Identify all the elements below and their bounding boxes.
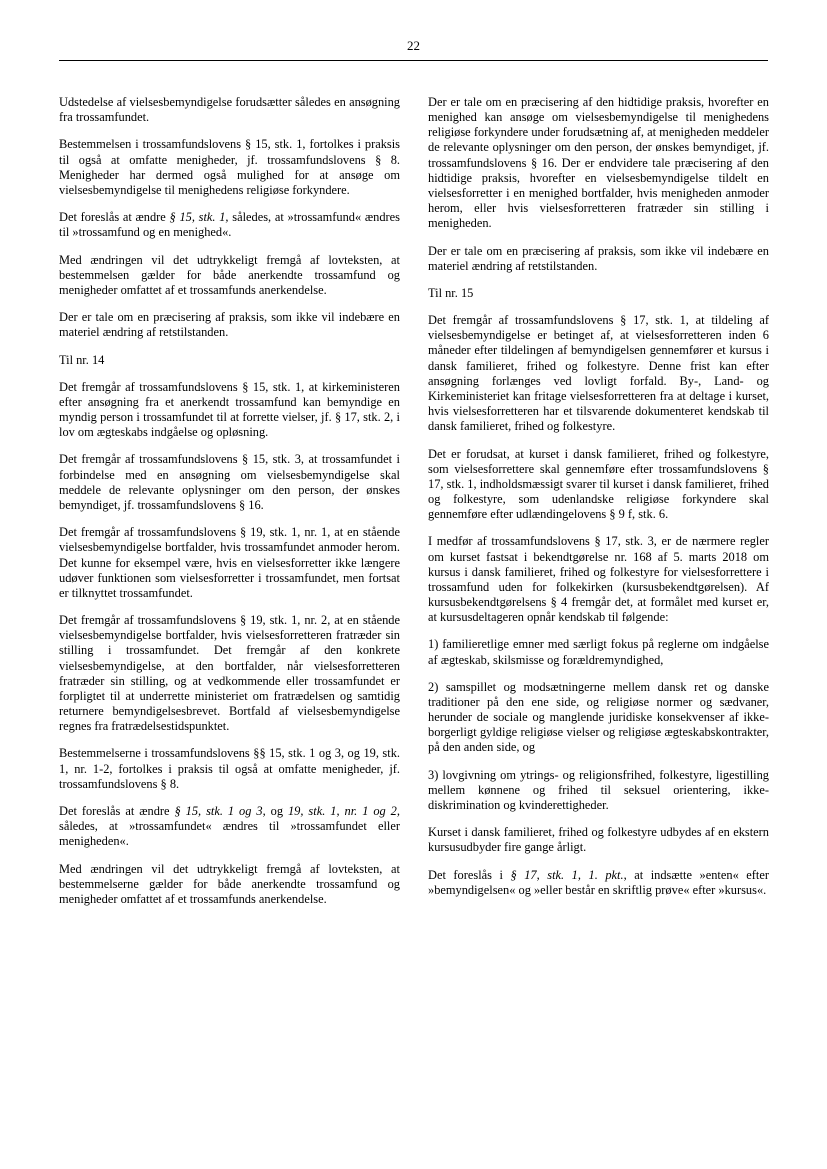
- legal-reference: § 15, stk. 1 og 3,: [174, 803, 266, 818]
- paragraph: [428, 868, 769, 898]
- paragraph: [59, 210, 400, 240]
- text: således, at »trossamfund« ændres til »trossamfund og en menighed«.: [59, 210, 400, 240]
- text: , at indsætte »enten« efter »bemyndigelsen« og »eller består en skriftlig prøve« efter »kursus«.: [428, 867, 770, 897]
- paragraph: Det fremgår af trossamfundslovens § 17, stk. 1, at tildeling af vielsesbemyndigelse er betinget af, at vielsesforretteren inden 6 måneder efter tildelingen af bemyndigelsen gennemfører et kursus i dansk familieret, frihed og folkestyre. Denne frist kan efter ansøgning forlænges ved lovligt forfald. By-, Land- og Kirkeministeriet kan fritage vielsesforretteren fra at deltage i kurset, hvis vielsesforretteren har et tilsvarende dokumenteret kendskab til dansk familieret, frihed og folkestyre.: [428, 313, 769, 434]
- list-item: 1) familieretlige emner med særligt fokus på reglerne om indgåelse af ægteskab, skilsmisse og forældremyndighed,: [428, 637, 769, 667]
- page-number: 22: [407, 38, 420, 53]
- paragraph: Det fremgår af trossamfundslovens § 15, stk. 3, at trossamfundet i forbindelse med en ansøgning om vielsesbemyndigelse skal meddele de relevante oplysninger om den person, der ønskes bemyndiget, jf. trossamfundslovens § 16.: [59, 452, 400, 512]
- paragraph: Der er tale om en præcisering af praksis, som ikke vil indebære en materiel ændring af retstilstanden.: [59, 310, 400, 340]
- paragraph: Med ændringen vil det udtrykkeligt fremgå af lovteksten, at bestemmelsen gælder for både anerkendte trossamfund og menigheder omfattet af et trossamfunds anerkendelse.: [59, 252, 400, 297]
- paragraph: Det er forudsat, at kurset i dansk familieret, frihed og folkestyre, som vielsesforrettere skal gennemføre efter trossamfundslovens § 17, stk. 1, indholdsmæssigt svarer til kurset i dansk familieret, frihed og folkestyre, som udenlandske religiøse forkyndere skal gennemføre efter udlændingelovens § 9 f, stk. 6.: [428, 446, 769, 522]
- text: Det foreslås i: [428, 867, 511, 882]
- section-heading: Til nr. 14: [59, 352, 105, 367]
- paragraph: Med ændringen vil det udtrykkeligt fremgå af lovteksten, at bestemmelserne gælder for både anerkendte trossamfund og menigheder omfattet af et trossamfunds anerkendelse.: [59, 861, 400, 906]
- paragraph: Der er tale om en præcisering af praksis, som ikke vil indebære en materiel ændring af retstilstanden.: [428, 243, 769, 273]
- text: Det foreslås at ændre: [59, 210, 170, 225]
- header-rule: [59, 60, 768, 61]
- list-item: 2) samspillet og modsætningerne mellem dansk ret og danske traditioner på den ene side, og religiøse normer og sædvaner, herunder de sociale og manglende juridiske konsekvenser af ikke-borgerligt gyldige religiøse vielser og religiøse ægteskabskontrakter, på den anden side, og: [428, 679, 769, 755]
- list-item: 3) lovgivning om ytrings- og religionsfrihed, folkestyre, ligestilling mellem kønnene og frihed til seksuel orientering, ikke-diskrimination og kvinderettigheder.: [428, 767, 769, 812]
- legal-reference: § 15, stk. 1,: [169, 210, 229, 225]
- paragraph: Det fremgår af trossamfundslovens § 15, stk. 1, at kirkeministeren efter ansøgning fra et anerkendt trossamfund kan bemyndige en myndig person i trossamfundet til at forrette vielser, jf. § 17, stk. 2, i lov om ægteskabs indgåelse og opløsning.: [59, 379, 400, 440]
- section-heading: Til nr. 15: [428, 285, 474, 300]
- paragraph: Det fremgår af trossamfundslovens § 19, stk. 1, nr. 2, at en stående vielsesbemyndigelse bortfalder, hvis vielsesforretteren fratræder sin stilling i trossamfundet. Det fremgår af den konkrete vielsesbemyndigelse, at den bortfalder, når vielsesforretteren fratræder sin stilling, og at vedkommende eller trossamfundet er forpligtet til at underrette ministeriet om fratrædelsen og samtidig returnere bemyndigelsesbrevet. Bortfald af vielsesbemyndigelse regnes fra fratrædelsestidspunktet.: [59, 613, 400, 734]
- paragraph: Kurset i dansk familieret, frihed og folkestyre udbydes af en ekstern kursusudbyder fire gange årligt.: [428, 825, 769, 855]
- paragraph: Det fremgår af trossamfundslovens § 19, stk. 1, nr. 1, at en stående vielsesbemyndigelse bortfalder, hvis trossamfundet anmoder herom. Det kunne for eksempel være, hvis en vielsesforretter ikke længere udøver funktionen som vielsesforretter i trossamfundet, men fortsat er tilknyttet trossamfundet.: [59, 525, 400, 600]
- legal-reference: § 17, stk. 1, 1. pkt.: [510, 867, 624, 882]
- left-column: [59, 95, 400, 919]
- paragraph: [59, 804, 400, 849]
- right-column: [428, 95, 769, 910]
- paragraph: Udstedelse af vielsesbemyndigelse forudsætter således en ansøgning fra trossamfundet.: [59, 95, 400, 125]
- paragraph: Bestemmelserne i trossamfundslovens §§ 15, stk. 1 og 3, og 19, stk. 1, nr. 1-2, fortolkes i praksis til også at omfatte menigheder, jf. trossamfundslovens § 8.: [59, 746, 400, 791]
- text: således, at »trossamfundet« ændres til »trossamfundet eller menigheden«.: [59, 819, 400, 849]
- text: og: [265, 803, 288, 818]
- paragraph: Bestemmelsen i trossamfundslovens § 15, stk. 1, fortolkes i praksis til også at omfatte menigheder, jf. trossamfundslovens § 8. Menigheder har dermed også mulighed for at ansøge om vielsesbemyndigelse til menighedens religiøse forkyndere.: [59, 137, 400, 197]
- legal-reference: 19, stk. 1, nr. 1 og 2,: [287, 803, 400, 818]
- paragraph: Der er tale om en præcisering af den hidtidige praksis, hvorefter en menighed kan ansøge om vielsesbemyndigelse til menighedens religiøse forkyndere under forudsætning af, at menigheden meddeler de relevante oplysninger om den person, der ønskes bemyndiget, jf. trossamfundslovens § 16. Der er endvidere tale præcisering af den hidtidige praksis, hvorefter en vielsesbemyndigelse tildelt en vielsesforretter i en menighed bortfalder, hvis menigheden anmoder herom, eller hvis vielsesforretteren fratræder sin stilling i menigheden.: [428, 95, 769, 231]
- paragraph: I medfør af trossamfundslovens § 17, stk. 3, er de nærmere regler om kurset fastsat i bekendtgørelse nr. 168 af 5. marts 2018 om kursus i dansk familieret, frihed og folkestyre for vielsesforrettere i trossamfund uden for folkekirken (kursusbekendtgørelsen). Af kursusbekendtgørelsens § 4 fremgår det, at formålet med kurset er, at kursusdeltageren opnår kendskab til følgende:: [428, 534, 769, 625]
- text: Det foreslås at ændre: [59, 803, 175, 818]
